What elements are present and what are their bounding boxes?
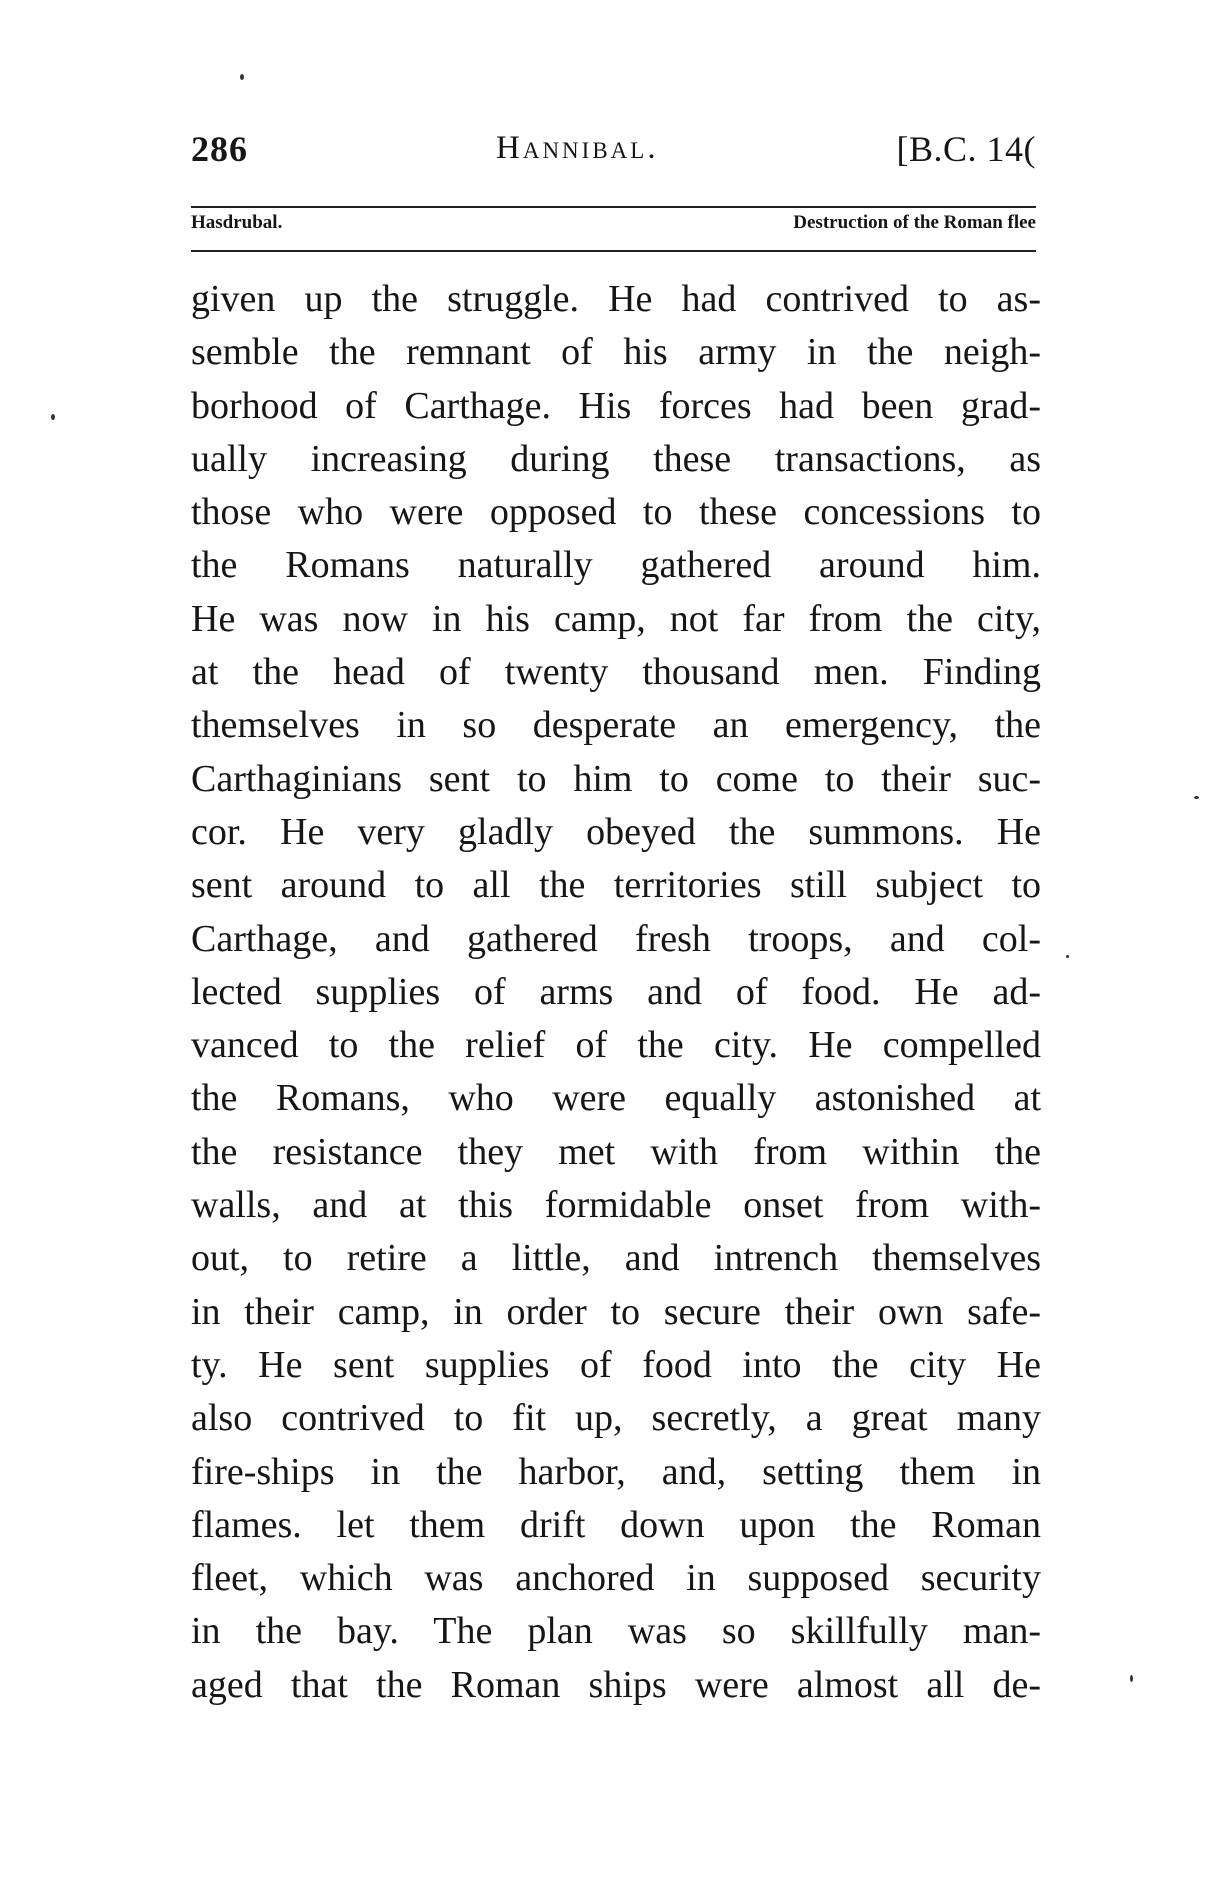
text-line: ually increasing during these transactions, as [191,437,1041,480]
text-line: semble the remnant of his army in the neigh- [191,331,1041,374]
text-line: walls, and at this formidable onset from with- [191,1184,1041,1227]
text-line: themselves in so desperate an emergency, the [191,704,1041,747]
text-line: the Romans naturally gathered around him. [191,544,1041,587]
page-number: 286 [191,129,248,169]
text-line: vanced to the relief of the city. He compelled [191,1024,1041,1067]
scan-speck [1130,1675,1133,1682]
text-line: lected supplies of arms and of food. He ad- [191,970,1041,1013]
running-header [191,128,1036,176]
text-line: out, to retire a little, and intrench themselves [191,1237,1041,1280]
text-line: those who were opposed to these concessions to [191,491,1041,534]
text-line: Carthaginians sent to him to come to their suc- [191,757,1041,800]
text-line: fire-ships in the harbor, and, setting them in [191,1450,1041,1493]
scan-speck [240,74,244,80]
scan-speck [51,414,55,420]
sidenote-left: Hasdrubal. [191,212,283,233]
text-line: aged that the Roman ships were almost all de- [191,1663,1041,1706]
text-line: borhood of Carthage. His forces had been grad- [191,384,1041,427]
text-line: in their camp, in order to secure their own safe- [191,1290,1041,1333]
header-rule-bottom [191,250,1036,252]
text-line: sent around to all the territories still subject to [191,864,1041,907]
text-line: the Romans, who were equally astonished at [191,1077,1041,1120]
scan-speck [1194,796,1199,799]
running-date: [B.C. 14( [896,129,1036,169]
text-line: ty. He sent supplies of food into the city He [191,1343,1041,1386]
text-line: flames. let them drift down upon the Roman [191,1503,1041,1546]
text-line: fleet, which was anchored in supposed security [191,1557,1041,1600]
text-line: the resistance they met with from within the [191,1130,1041,1173]
sidenote-right: Destruction of the Roman flee [793,212,1036,233]
text-line: He was now in his camp, not far from the city, [191,597,1041,640]
text-line: Carthage, and gathered fresh troops, and col- [191,917,1041,960]
text-line: cor. He very gladly obeyed the summons. He [191,810,1041,853]
text-line: at the head of twenty thousand men. Finding [191,651,1041,694]
text-line: also contrived to fit up, secretly, a great many [191,1397,1041,1440]
scan-speck [1066,955,1069,958]
text-line: given up the struggle. He had contrived to as- [191,278,1041,320]
body-text [191,273,1041,1712]
text-line: in the bay. The plan was so skillfully man- [191,1610,1041,1653]
header-rule-top [191,206,1036,208]
running-title: Hannibal. [496,130,659,166]
